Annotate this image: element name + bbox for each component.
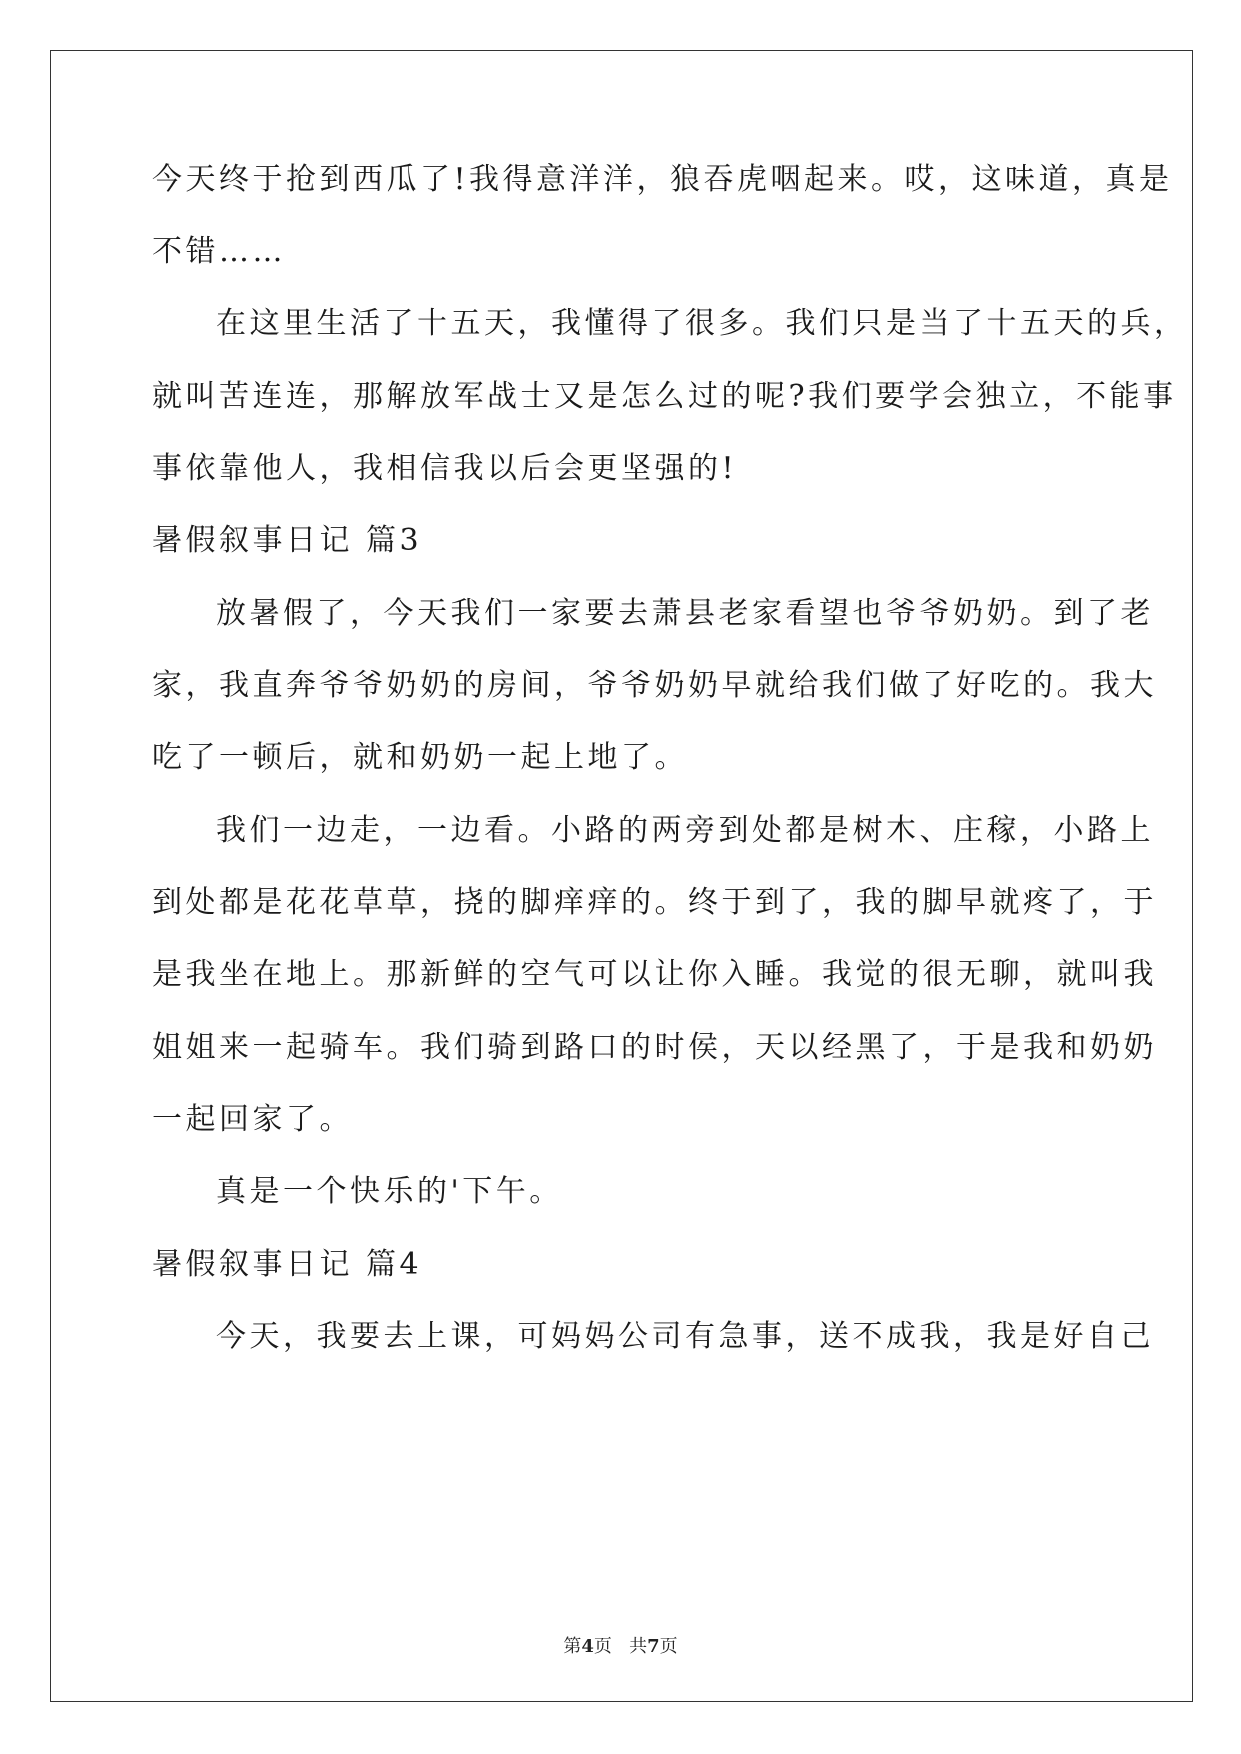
paragraph-line: 放暑假了，今天我们一家要去萧县老家看望也爷爷奶奶。到了老 (216, 596, 1154, 631)
paragraph-line: 不错…… (152, 234, 286, 269)
section-heading: 暑假叙事日记 篇3 (152, 523, 423, 558)
paragraph-line: 就叫苦连连，那解放军战士又是怎么过的呢?我们要学会独立，不能事 (152, 379, 1177, 414)
paragraph-line: 一起回家了。 (152, 1102, 353, 1137)
page-footer (0, 1632, 1241, 1658)
paragraph-line: 今天，我要去上课，可妈妈公司有急事，送不成我，我是好自己 (216, 1319, 1154, 1354)
total-prefix: 共 (629, 1636, 648, 1657)
paragraph-line: 家，我直奔爷爷奶奶的房间，爷爷奶奶早就给我们做了好吃的。我大 (152, 668, 1157, 703)
paragraph-line: 吃了一顿后，就和奶奶一起上地了。 (152, 740, 688, 775)
section-heading: 暑假叙事日记 篇4 (152, 1247, 423, 1282)
paragraph-line: 到处都是花花草草，挠的脚痒痒的。终于到了，我的脚早就疼了，于 (152, 885, 1157, 920)
total-suffix: 页 (659, 1636, 678, 1657)
paragraph-line: 我们一边走，一边看。小路的两旁到处都是树木、庄稼，小路上 (216, 813, 1154, 848)
paragraph-line: 真是一个快乐的'下午。 (216, 1174, 563, 1209)
page-current: 4 (581, 1636, 594, 1657)
paragraph-line: 是我坐在地上。那新鲜的空气可以让你入睡。我觉的很无聊，就叫我 (152, 957, 1157, 992)
page-prefix: 第 (563, 1636, 582, 1657)
page-suffix: 页 (593, 1636, 612, 1657)
page-total: 7 (647, 1636, 660, 1657)
paragraph-line: 姐姐来一起骑车。我们骑到路口的时侯，天以经黑了，于是我和奶奶 (152, 1030, 1157, 1065)
paragraph-line: 事依靠他人，我相信我以后会更坚强的! (152, 451, 738, 486)
page-border (50, 50, 1193, 1702)
paragraph-line: 在这里生活了十五天，我懂得了很多。我们只是当了十五天的兵， (216, 306, 1188, 341)
paragraph-line: 今天终于抢到西瓜了!我得意洋洋，狼吞虎咽起来。哎，这味道，真是 (152, 162, 1173, 197)
